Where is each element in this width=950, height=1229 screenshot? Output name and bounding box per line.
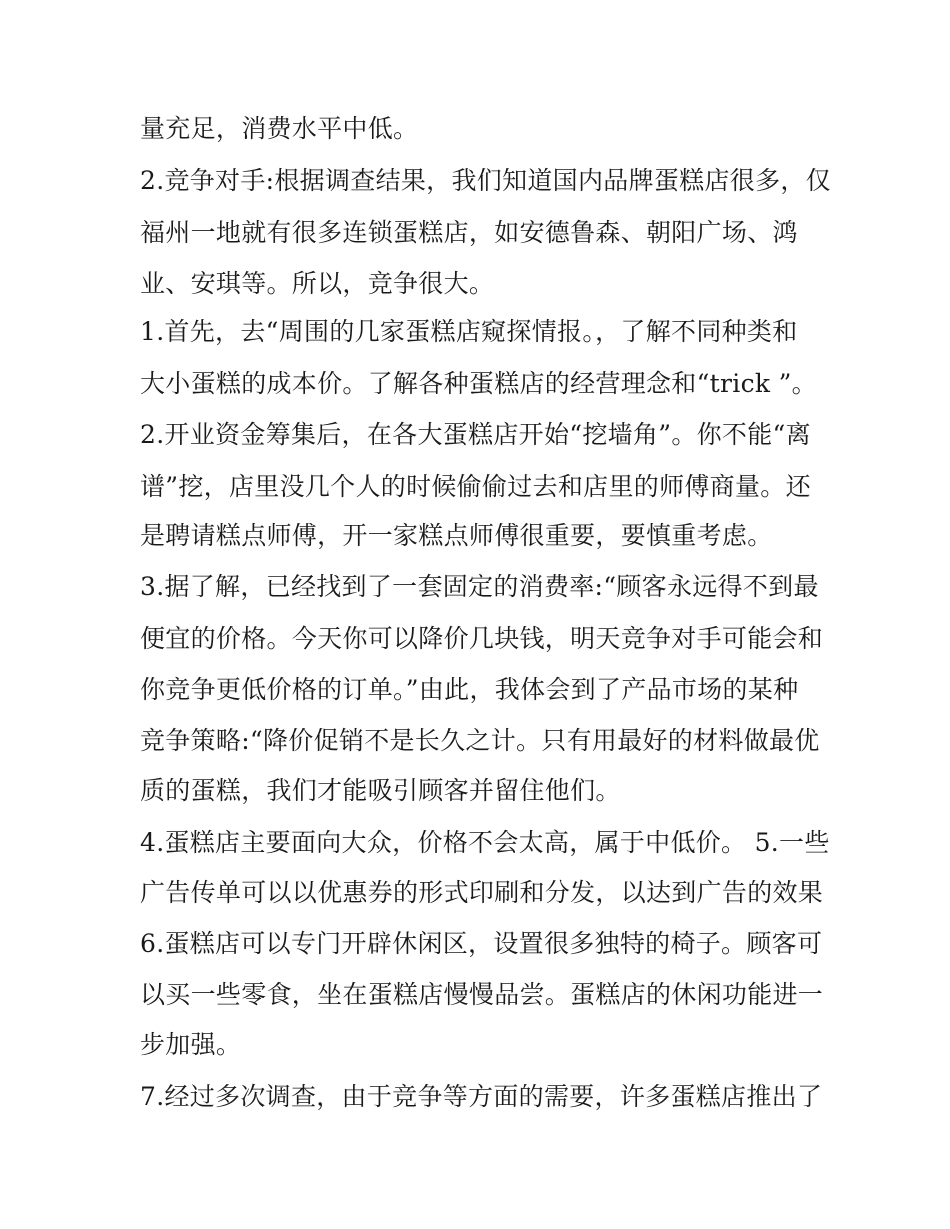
text-line: 你竞争更低价格的订单。”由此，我体会到了产品市场的某种 bbox=[140, 675, 799, 704]
text-line: 4.蛋糕店主要面向大众，价格不会太高，属于中低价。 5.一些 bbox=[140, 828, 830, 857]
text-line: 便宜的价格。今天你可以降价几块钱，明天竞争对手可能会和 bbox=[140, 624, 824, 653]
text-line: 1.首先，去“周围的几家蛋糕店窥探情报。，了解不同种类和 bbox=[140, 317, 798, 346]
text-line: 步加强。 bbox=[140, 1030, 242, 1059]
text-line: 以买一些零食，坐在蛋糕店慢慢品尝。蛋糕店的休闲功能进一 bbox=[140, 980, 824, 1009]
text-line: 是聘请糕点师傅，开一家糕点师傅很重要，要慎重考虑。 bbox=[140, 521, 773, 550]
text-line: 大小蛋糕的成本价。了解各种蛋糕店的经营理念和“trick ”。 bbox=[140, 369, 817, 398]
text-line: 2.竞争对手:根据调查结果，我们知道国内品牌蛋糕店很多，仅 bbox=[140, 166, 831, 195]
text-line: 2.开业资金筹集后，在各大蛋糕店开始“挖墙角”。你不能“离 bbox=[140, 420, 811, 449]
text-line: 7.经过多次调查，由于竞争等方面的需要，许多蛋糕店推出了 bbox=[140, 1082, 823, 1111]
text-line: 质的蛋糕，我们才能吸引顾客并留住他们。 bbox=[140, 776, 621, 805]
text-line: 竞争策略:“降价促销不是长久之计。只有用最好的材料做最优 bbox=[140, 726, 820, 755]
text-line: 福州一地就有很多连锁蛋糕店，如安德鲁森、朝阳广场、鸿 bbox=[140, 218, 798, 247]
text-line: 量充足，消费水平中低。 bbox=[140, 114, 419, 143]
text-line: 广告传单可以以优惠券的形式印刷和分发，以达到广告的效果 bbox=[140, 878, 824, 907]
text-line: 3.据了解，已经找到了一套固定的消费率:“顾客永远得不到最 bbox=[140, 572, 819, 601]
text-line: 业、安琪等。所以，竞争很大。 bbox=[140, 269, 495, 298]
text-line: 6.蛋糕店可以专门开辟休闲区，设置很多独特的椅子。顾客可 bbox=[140, 929, 823, 958]
text-line: 谱”挖，店里没几个人的时候偷偷过去和店里的师傅商量。还 bbox=[140, 472, 811, 501]
